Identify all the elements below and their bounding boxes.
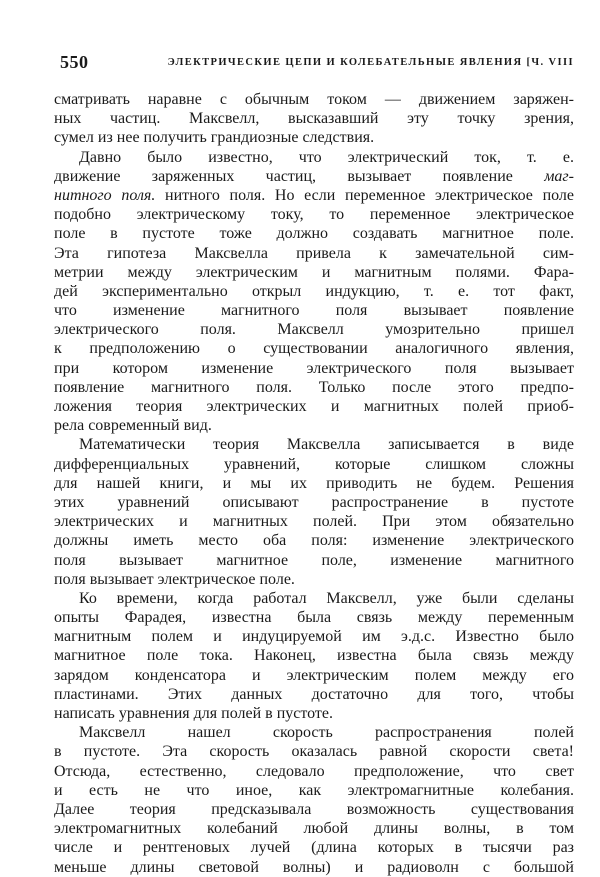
paragraph [54,148,574,436]
text-line: дифференциальных уравнений, которые слишком сложны [54,455,574,473]
text-line: зарядом конденсатора и электрическим полем между его [54,666,574,684]
text-line: Отсюда, естественно, следовало предположение, что свет [54,762,574,780]
text-line: Математически теория Максвелла записывается в виде [79,436,574,454]
text-line: Ко времени, когда работал Максвелл, уже были сделаны [79,589,574,607]
page-header [60,52,574,74]
page-number: 550 [60,52,89,72]
text-line: магнитное поле тока. Наконец, известна была связь между [54,647,574,665]
text-line: числе и рентгеновых лучей (длина которых в тысячи раз [54,839,574,857]
text-line: Далее теория предсказывала возможность существования [54,800,574,818]
text-line: и есть не что иное, как электромагнитные колебания. [54,781,574,799]
text-line: поля вызывает электрическое поле. [54,570,295,588]
text-line: электрических и магнитных полей. При этом обязательно [54,513,574,531]
text-line: пластинами. Этих данных достаточно для того, чтобы [54,685,574,703]
text-line: ложения теория электрических и магнитных полей приоб- [54,398,574,415]
text-line: должны иметь место оба поля: изменение электрического [54,532,574,550]
text-line: сматривать наравне с обычным током — движением заряжен- [54,91,574,108]
text-line: Давно было известно, что электрический ток, т. е. [79,148,574,166]
text-line: Максвелл нашел скорость распространения полей [79,724,574,742]
text-line: в пустоте. Эта скорость оказалась равной скорости света! [54,743,574,761]
text-line: написать уравнения для полей в пустоте. [54,705,334,722]
text-line: магнитным полем и индуцируемой им э.д.с. Известно было [54,628,574,646]
text-line: появление магнитного поля. Только после этого предпо- [54,378,574,396]
text-line: опыты Фарадея, известна была связь между переменным [54,609,574,627]
text-line: рела современный вид. [54,417,212,435]
italic-term: маг- [544,167,574,185]
text-line: Эта гипотеза Максвелла привела к замечательной сим- [54,244,574,262]
text-line: ных частиц. Максвелл, высказавший эту точку зрения, [54,110,574,128]
text-line: электрического поля. Максвелл умозрительно пришел [54,321,574,339]
text-segment: нитного поля. Но если переменное электрическое поле [165,186,575,204]
text-line: дей экспериментально открыл индукцию, т. е. тот факт, [54,282,574,300]
text-line: что изменение магнитного поля вызывает появление [54,302,574,320]
text-line: меньше длины световой волны) и радиоволн с большой [54,858,574,876]
text-line: к предположению о существовании аналогичного явления, [54,340,574,358]
text-line [54,167,574,186]
running-title: ЭЛЕКТРИЧЕСКИЕ ЦЕПИ И КОЛЕБАТЕЛЬНЫЕ ЯВЛЕНИЯ [Ч. VIII [167,57,574,68]
text-line: электромагнитных колебаний любой длины волны, в том [54,820,574,838]
text-line: при котором изменение электрического поля вызывает [54,359,574,377]
paragraph [54,90,574,148]
text-line [54,186,574,205]
paragraph [54,435,574,589]
italic-term: нитного поля. [54,186,156,204]
text-line: поля вызывает магнитное поле, изменение магнитного [54,551,574,569]
text-segment: движение заряженных частиц, вызывает появление [54,167,513,185]
paragraph [54,589,574,723]
text-line: сумел из нее получить грандиозные следствия. [54,129,375,147]
paragraph [54,723,574,877]
text-line: для нашей книги, и мы их приводить не будем. Решения [54,474,574,492]
text-line: этих уравнений описывают распространение в пустоте [54,493,574,511]
text-line: подобно электрическому току, то переменное электрическое [54,206,574,224]
text-line: поле в пустоте тоже должно создавать магнитное поле. [54,225,574,243]
body-text [54,90,574,877]
text-line: метрии между электрическим и магнитным полями. Фара- [54,263,574,281]
